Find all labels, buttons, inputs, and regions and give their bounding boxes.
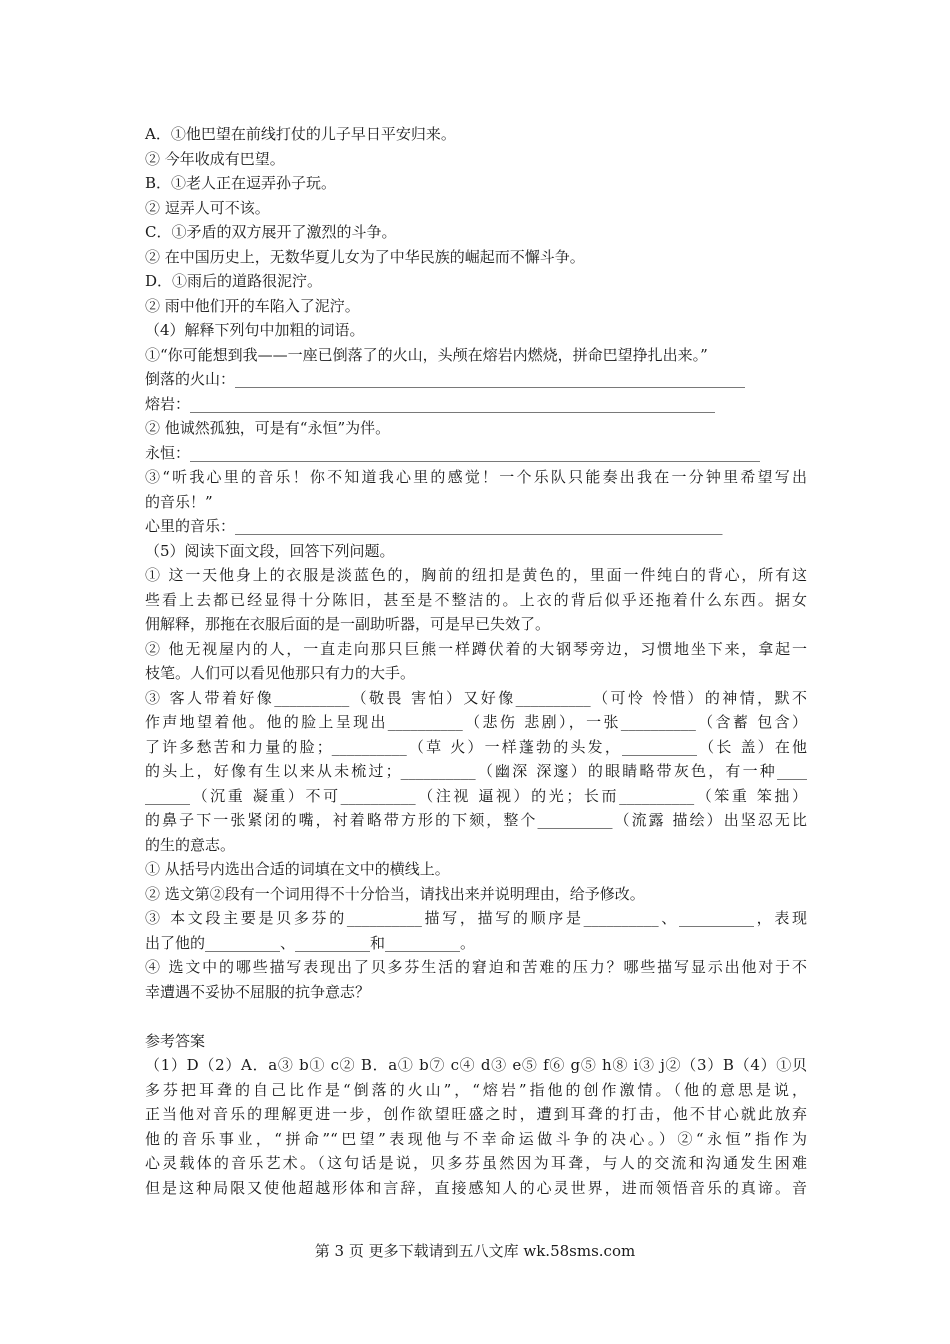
text-line: C．①矛盾的双方展开了激烈的斗争。 <box>145 223 397 241</box>
text-line: ③ 本文段主要是贝多芬的__________描写，描写的顺序是__________、__________，表现 <box>145 909 807 927</box>
text-line: （4）解释下列句中加粗的词语。 <box>145 321 365 339</box>
text-line: ① 从括号内选出合适的词填在文中的横线上。 <box>145 860 450 878</box>
text-line: 永恒：____________________________________________________________________________ <box>145 443 761 462</box>
text-line: ①“你可能想到我——一座已倒落了的火山，头颅在熔岩内燃烧，拼命巴望挣扎出来。” <box>145 345 708 364</box>
blank-line <box>145 1004 807 1029</box>
text-line: 倒落的火山：____________________________________________________________________ <box>145 370 746 388</box>
text-line: ② 雨中他们开的车陷入了泥泞。 <box>145 296 360 315</box>
text-line: 正当他对音乐的理解更进一步，创作欲望旺盛之时，遭到耳聋的打击，他不甘心就此放弃 <box>145 1105 807 1123</box>
text-line: ② 他无视屋内的人，一直走向那只巨熊一样蹲伏着的大钢琴旁边，习惯地坐下来，拿起一 <box>145 639 807 658</box>
text-line: ② 在中国历史上，无数华夏儿女为了中华民族的崛起而不懈斗争。 <box>145 247 585 266</box>
text-line: D．①雨后的道路很泥泞。 <box>145 272 323 290</box>
text-line: 作声地望着他。他的脸上呈现出__________（悲伤 悲剧），一张__________（含蓄 包含） <box>145 713 807 731</box>
text-line: 幸遭遇不妥协不屈服的抗争意志？ <box>145 982 371 1001</box>
text-line: 但是这种局限又使他超越形体和言辞，直接感知人的心灵世界，进而领悟音乐的真谛。音 <box>145 1178 807 1197</box>
text-line: ② 今年收成有巴望。 <box>145 149 285 168</box>
text-line: 他的音乐事业，“拼命”“巴望”表现他与不幸命运做斗争的决心。）②“永恒”指作为 <box>145 1129 807 1148</box>
text-line: 枝笔。人们可以看见他那只有力的大手。 <box>145 664 416 682</box>
text-line: 的鼻子下一张紧闭的嘴，衬着略带方形的下颏，整个__________（流露 描绘）出坚忍无比 <box>145 811 807 829</box>
text-line: ① 这一天他身上的衣服是淡蓝色的，胸前的纽扣是黄色的，里面一件纯白的背心，所有这 <box>145 566 807 584</box>
text-line: 出了他的__________、__________和__________。 <box>145 933 476 952</box>
text-line: 的生的意志。 <box>145 835 236 854</box>
text-line: ② 选文第②段有一个词用得不十分恰当，请找出来并说明理由，给予修改。 <box>145 884 645 903</box>
text-line: 多芬把耳聋的自己比作是“倒落的火山”，“熔岩”指他的创作激情。（他的意思是说， <box>145 1080 807 1099</box>
text-line: 了许多愁苦和力量的脸；__________（草 火）一样蓬勃的头发，__________（长 盖）在他 <box>145 737 807 756</box>
text-line: ______（沉重 凝重）不可__________（注视 逼视）的光；长而__________（笨重 笨拙） <box>145 786 807 805</box>
text-line: 的音乐！” <box>145 492 213 511</box>
text-line: （1）D（2）A．a③ b① c② B．a① b⑦ c④ d③ e⑤ f⑥ g⑤ h⑧ i③ j②（3）B（4）①贝 <box>145 1056 807 1074</box>
text-line: ② 他诚然孤独，可是有“永恒”为伴。 <box>145 419 391 437</box>
text-line: A．①他巴望在前线打仗的儿子早日平安归来。 <box>145 125 456 143</box>
text-line: ④ 选文中的哪些描写表现出了贝多芬生活的窘迫和苦难的压力？哪些描写显示出他对于不 <box>145 958 807 976</box>
text-line: 参考答案 <box>145 1031 206 1050</box>
text-line: 心灵载体的音乐艺术。（这句话是说，贝多芬虽然因为耳聋，与人的交流和沟通发生困难 <box>145 1154 807 1172</box>
text-line: ② 逗弄人可不该。 <box>145 198 270 217</box>
text-line: ③ 客人带着好像__________（敬畏 害怕）又好像__________（可怜 怜惜）的神情，默不 <box>145 688 807 707</box>
text-line: 熔岩：______________________________________________________________________ <box>145 394 716 413</box>
text-line: 心里的音乐：_________________________________________________________________ <box>145 517 723 535</box>
document-body <box>145 122 807 1200</box>
page-footer: 第 3 页 更多下载请到五八文库 wk.58sms.com <box>314 1242 636 1260</box>
text-line: 些看上去都已经显得十分陈旧，甚至是不整洁的。上衣的背后似乎还拖着什么东西。据女 <box>145 590 807 609</box>
text-line: 的头上，好像有生以来从未梳过；__________（幽深 深邃）的眼睛略带灰色，有一种____ <box>145 762 807 780</box>
text-line: 佣解释，那拖在衣服后面的是一副助听器，可是早已失效了。 <box>145 615 551 633</box>
text-line: （5）阅读下面文段，回答下列问题。 <box>145 541 395 560</box>
text-line: B．①老人正在逗弄孙子玩。 <box>145 174 337 192</box>
text-line: ③“听我心里的音乐！你不知道我心里的感觉！一个乐队只能奏出我在一分钟里希望写出 <box>145 468 807 486</box>
